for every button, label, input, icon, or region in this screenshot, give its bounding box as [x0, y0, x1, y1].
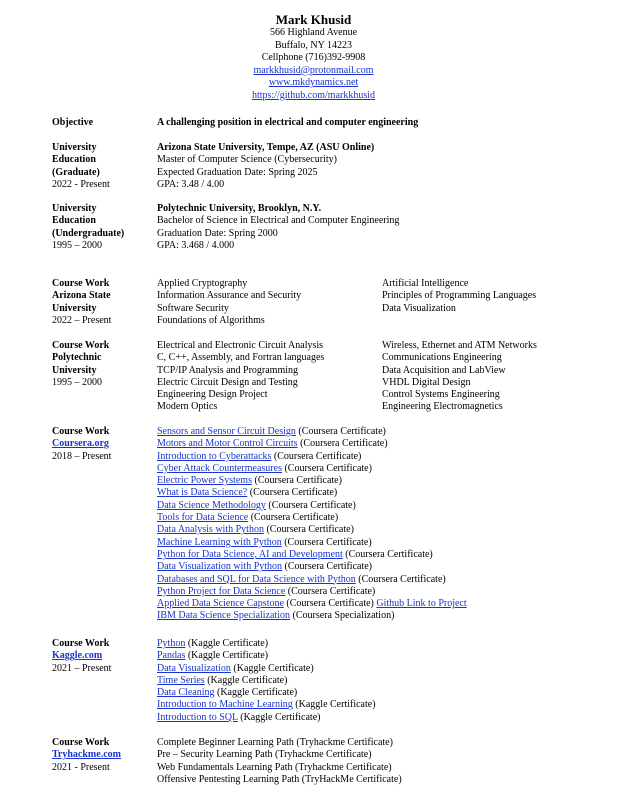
- course-item: Wireless, Ethernet and ATM Networks: [382, 340, 537, 351]
- certificate-note: (Coursera Certificate): [355, 573, 446, 585]
- course-link[interactable]: What is Data Science?: [157, 487, 248, 499]
- section-label: Polytechnic: [52, 352, 102, 364]
- coursera-site-link[interactable]: Coursera.org: [52, 438, 109, 450]
- coursera-course-list: [157, 426, 597, 623]
- course-item: [157, 549, 597, 561]
- course-item: [157, 687, 597, 699]
- course-item: [157, 675, 597, 687]
- course-item: [157, 561, 597, 573]
- course-item: [157, 574, 597, 586]
- section-years: 2021 – Present: [52, 662, 112, 674]
- website-link[interactable]: www.mkdynamics.net: [268, 77, 359, 88]
- certificate-note: (Coursera Certificate): [248, 512, 339, 524]
- course-item: [157, 699, 597, 711]
- certificate-note: (Coursera Certificate): [283, 598, 377, 610]
- section-years: 2021 - Present: [52, 761, 110, 773]
- course-link[interactable]: Motors and Motor Control Circuits: [157, 438, 298, 450]
- course-item: [157, 638, 597, 650]
- course-item: Complete Beginner Learning Path (Tryhackme Certificate): [157, 737, 393, 748]
- section-years: 2022 – Present: [52, 314, 112, 326]
- course-item: Modern Optics: [157, 401, 218, 413]
- section-label: Education: [52, 154, 96, 166]
- course-item: [157, 663, 597, 675]
- course-item: [157, 537, 597, 549]
- course-link[interactable]: Machine Learning with Python: [157, 536, 282, 548]
- course-item: [157, 712, 597, 724]
- school-name: Polytechnic University, Brooklyn, N.Y.: [157, 203, 322, 214]
- github-project-link[interactable]: Github Link to Project: [376, 598, 467, 610]
- course-link[interactable]: Time Series: [157, 674, 205, 686]
- section-label: (Graduate): [52, 166, 100, 178]
- course-item: [157, 512, 597, 524]
- course-link[interactable]: Introduction to Machine Learning: [157, 699, 293, 711]
- course-item: Artificial Intelligence: [382, 278, 469, 289]
- kaggle-course-list: [157, 638, 597, 724]
- course-item: [157, 610, 597, 622]
- applicant-name: Mark Khusid: [275, 12, 352, 27]
- email-link[interactable]: markkhusid@protonmail.com: [253, 64, 374, 76]
- course-item: [157, 451, 597, 463]
- degree-line: GPA: 3.468 / 4.000: [157, 239, 235, 251]
- certificate-note: (Kaggle Certificate): [230, 662, 314, 674]
- github-link[interactable]: https://github.com/markkhusid: [251, 89, 376, 101]
- certificate-note: (Kaggle Certificate): [237, 711, 321, 723]
- course-link[interactable]: Python Project for Data Science: [157, 585, 286, 597]
- course-link[interactable]: Introduction to Cyberattacks: [157, 450, 272, 462]
- certificate-note: (Coursera Certificate): [282, 561, 373, 573]
- degree-line: Expected Graduation Date: Spring 2025: [157, 166, 318, 178]
- certificate-note: (Coursera Certificate): [263, 524, 354, 536]
- address-line-1: 566 Highland Avenue: [269, 27, 358, 38]
- course-item: [157, 500, 597, 512]
- certificate-note: (Kaggle Certificate): [292, 699, 376, 711]
- course-item: Engineering Design Project: [157, 389, 268, 401]
- course-item: Pre – Security Learning Path (Tryhackme Certificate): [157, 749, 372, 761]
- course-link[interactable]: Introduction to SQL: [157, 711, 238, 723]
- course-item: Information Assurance and Security: [157, 290, 302, 302]
- objective-text: A challenging position in electrical and computer engineering: [157, 117, 419, 128]
- section-label: University: [52, 302, 97, 314]
- certificate-note: (Kaggle Certificate): [214, 687, 298, 699]
- course-link[interactable]: Sensors and Sensor Circuit Design: [157, 426, 296, 437]
- section-years: 1995 – 2000: [52, 376, 102, 388]
- course-link[interactable]: Electric Power Systems: [157, 475, 252, 487]
- degree-line: Graduation Date: Spring 2000: [157, 227, 278, 239]
- course-item: Principles of Programming Languages: [382, 290, 537, 302]
- degree-line: Master of Computer Science (Cybersecurity): [157, 154, 337, 166]
- course-item: Engineering Electromagnetics: [382, 401, 503, 413]
- course-item: [157, 487, 597, 499]
- certificate-note: (Coursera Certificate): [281, 536, 372, 548]
- course-item: Communications Engineering: [382, 352, 502, 364]
- course-item: [157, 586, 597, 598]
- course-item: Software Security: [157, 302, 229, 314]
- course-item: Electrical and Electronic Circuit Analysis: [157, 340, 324, 351]
- degree-line: Bachelor of Science in Electrical and Computer Engineering: [157, 215, 400, 227]
- address-line-2: Buffalo, NY 14223: [275, 39, 352, 51]
- section-label: Course Work: [52, 737, 110, 748]
- course-link[interactable]: Data Science Methodology: [157, 499, 266, 511]
- course-item: [157, 438, 597, 450]
- course-item: [157, 475, 597, 487]
- phone-number: Cellphone (716)392-9908: [261, 52, 366, 63]
- course-link[interactable]: Data Analysis with Python: [157, 524, 264, 536]
- course-link[interactable]: Python: [157, 638, 186, 649]
- certificate-note: (Coursera Certificate): [297, 438, 388, 450]
- course-link[interactable]: Python for Data Science, AI and Development: [157, 548, 343, 560]
- course-item: Web Fundamentals Learning Path (Tryhackme Certificate): [157, 761, 392, 773]
- certificate-note: (Coursera Certificate): [265, 499, 356, 511]
- course-item: Control Systems Engineering: [382, 389, 500, 401]
- course-item: Offensive Pentesting Learning Path (TryHackMe Certificate): [157, 773, 402, 785]
- course-link[interactable]: Pandas: [157, 650, 186, 662]
- certificate-note: (Kaggle Certificate): [185, 638, 269, 649]
- section-years: 1995 – 2000: [52, 239, 102, 251]
- section-label: Course Work: [52, 638, 110, 649]
- certificate-note: (Kaggle Certificate): [204, 674, 288, 686]
- tryhackme-site-link[interactable]: Tryhackme.com: [52, 749, 121, 761]
- section-label: Course Work: [52, 426, 110, 437]
- section-label: University: [52, 203, 97, 214]
- course-link[interactable]: Tools for Data Science: [157, 512, 249, 524]
- section-label: University: [52, 364, 97, 376]
- certificate-note: (Coursera Specialization): [290, 610, 395, 622]
- resume-header: [0, 12, 627, 102]
- certificate-note: (Coursera Certificate): [271, 450, 362, 462]
- course-link[interactable]: Cyber Attack Countermeasures: [157, 462, 282, 474]
- section-label: (Undergraduate): [52, 227, 125, 239]
- course-link[interactable]: Data Cleaning: [157, 687, 215, 699]
- course-item: C, C++, Assembly, and Fortran languages: [157, 352, 325, 364]
- course-item: Foundations of Algorithms: [157, 314, 265, 326]
- certificate-note: (Coursera Certificate): [251, 475, 342, 487]
- course-item: Data Acquisition and LabView: [382, 364, 506, 376]
- course-item: Electric Circuit Design and Testing: [157, 376, 298, 388]
- section-label: University: [52, 142, 97, 153]
- course-item: [157, 598, 597, 610]
- course-item: [157, 524, 597, 536]
- section-label: Course Work: [52, 340, 110, 351]
- certificate-note: (Coursera Certificate): [281, 462, 372, 474]
- section-label: Course Work: [52, 278, 110, 289]
- certificate-note: (Coursera Certificate): [342, 548, 433, 560]
- school-name: Arizona State University, Tempe, AZ (ASU Online): [157, 142, 375, 153]
- course-link[interactable]: Data Visualization with Python: [157, 561, 283, 573]
- certificate-note: (Coursera Certificate): [285, 585, 376, 597]
- course-item: Applied Cryptography: [157, 278, 248, 289]
- course-link[interactable]: IBM Data Science Specialization: [157, 610, 291, 622]
- course-item: [157, 463, 597, 475]
- course-link[interactable]: Databases and SQL for Data Science with Python: [157, 573, 356, 585]
- course-link[interactable]: Data Visualization: [157, 662, 231, 674]
- certificate-note: (Kaggle Certificate): [185, 650, 269, 662]
- course-item: [157, 426, 597, 438]
- section-years: 2022 - Present: [52, 178, 110, 190]
- course-item: TCP/IP Analysis and Programming: [157, 364, 299, 376]
- kaggle-site-link[interactable]: Kaggle.com: [52, 650, 103, 662]
- course-link[interactable]: Applied Data Science Capstone: [157, 598, 284, 610]
- course-item: VHDL Digital Design: [382, 376, 471, 388]
- course-item: [157, 650, 597, 662]
- degree-line: GPA: 3.48 / 4.00: [157, 178, 225, 190]
- section-label: Arizona State: [52, 290, 111, 302]
- section-years: 2018 – Present: [52, 450, 112, 462]
- course-item: Data Visualization: [382, 302, 456, 314]
- objective-label: Objective: [52, 117, 94, 128]
- certificate-note: (Coursera Certificate): [247, 487, 338, 499]
- certificate-note: (Coursera Certificate): [295, 426, 386, 437]
- section-label: Education: [52, 215, 96, 227]
